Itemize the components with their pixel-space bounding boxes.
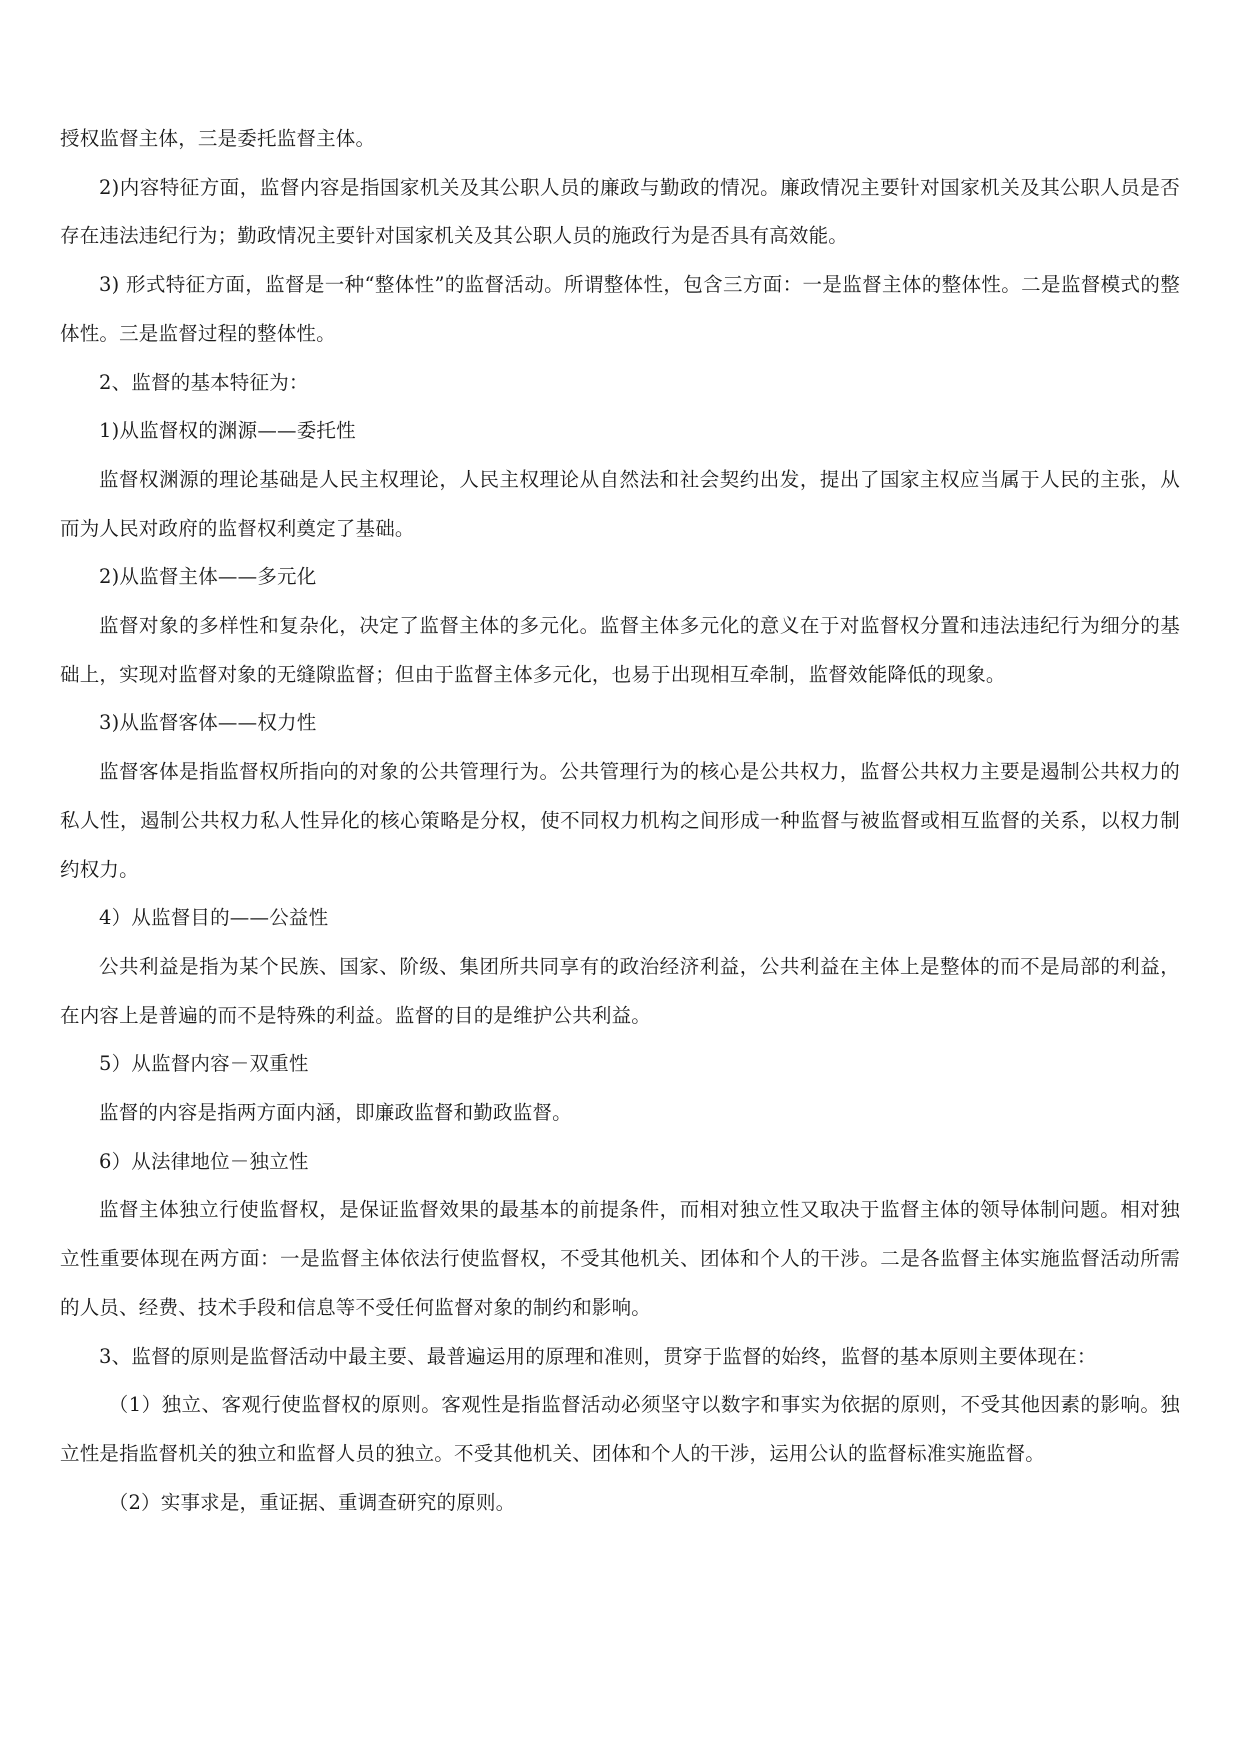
- paragraph-6: 监督客体是指监督权所指向的对象的公共管理行为。公共管理行为的核心是公共权力，监督公共权力主要是遏制公共权力的私人性，遏制公共权力私人性异化的核心策略是分权，使不同权力机构之间形成一种监督与被监督或相互监督的关系，以权力制约权力。: [60, 760, 1180, 881]
- section-heading-2: 2、监督的基本特征为：: [99, 370, 309, 394]
- paragraph-1: 授权监督主体，三是委托监督主体。: [60, 127, 376, 150]
- paragraph-5: 监督对象的多样性和复杂化，决定了监督主体的多元化。监督主体多元化的意义在于对监督权分置和违法违纪行为细分的基础上，实现对监督对象的无缝隙监督；但由于监督主体多元化，也易于出现相互牵制，监督效能降低的现象。: [60, 614, 1180, 686]
- paragraph-2: 2)内容特征方面，监督内容是指国家机关及其公职人员的廉政与勤政的情况。廉政情况主要针对国家机关及其公职人员是否存在违法违纪行为；勤政情况主要针对国家机关及其公职人员的施政行为是否具有高效能。: [60, 175, 1180, 248]
- subheading-1: 1)从监督权的渊源——委托性: [99, 419, 356, 443]
- subheading-5: 5）从监督内容－双重性: [99, 1052, 309, 1076]
- subheading-3: 3)从监督客体——权力性: [99, 711, 317, 735]
- subheading-4: 4）从监督目的——公益性: [99, 906, 329, 930]
- section-heading-3: 3、监督的原则是监督活动中最主要、最普遍运用的原理和准则，贯穿于监督的始终，监督的基本原则主要体现在：: [99, 1344, 1097, 1368]
- paragraph-4: 监督权渊源的理论基础是人民主权理论，人民主权理论从自然法和社会契约出发，提出了国家主权应当属于人民的主张，从而为人民对政府的监督权利奠定了基础。: [60, 467, 1180, 540]
- paragraph-8: 监督的内容是指两方面内涵，即廉政监督和勤政监督。: [99, 1101, 572, 1125]
- paragraph-9: 监督主体独立行使监督权，是保证监督效果的最基本的前提条件，而相对独立性又取决于监督主体的领导体制问题。相对独立性重要体现在两方面：一是监督主体依法行使监督权，不受其他机关、团体和个人的干涉。二是各监督主体实施监督活动所需的人员、经费、技术手段和信息等不受任何监督对象的制约和影响。: [60, 1198, 1180, 1319]
- principle-1: （1）独立、客观行使监督权的原则。客观性是指监督活动必须坚守以数字和事实为依据的原则，不受其他因素的影响。独立性是指监督机关的独立和监督人员的独立。不受其他机关、团体和个人的干涉，运用公认的监督标准实施监督。: [60, 1393, 1180, 1465]
- subheading-6: 6）从法律地位－独立性: [99, 1149, 309, 1173]
- principle-2: （2）实事求是，重证据、重调查研究的原则。: [108, 1490, 516, 1514]
- paragraph-7: 公共利益是指为某个民族、国家、阶级、集团所共同享有的政治经济利益，公共利益在主体上是整体的而不是局部的利益，在内容上是普遍的而不是特殊的利益。监督的目的是维护公共利益。: [60, 954, 1180, 1027]
- paragraph-3: 3) 形式特征方面，监督是一种“整体性”的监督活动。所谓整体性，包含三方面：一是监督主体的整体性。二是监督模式的整体性。三是监督过程的整体性。: [60, 273, 1180, 345]
- document-body: [60, 115, 1180, 1527]
- subheading-2: 2)从监督主体——多元化: [99, 565, 317, 589]
